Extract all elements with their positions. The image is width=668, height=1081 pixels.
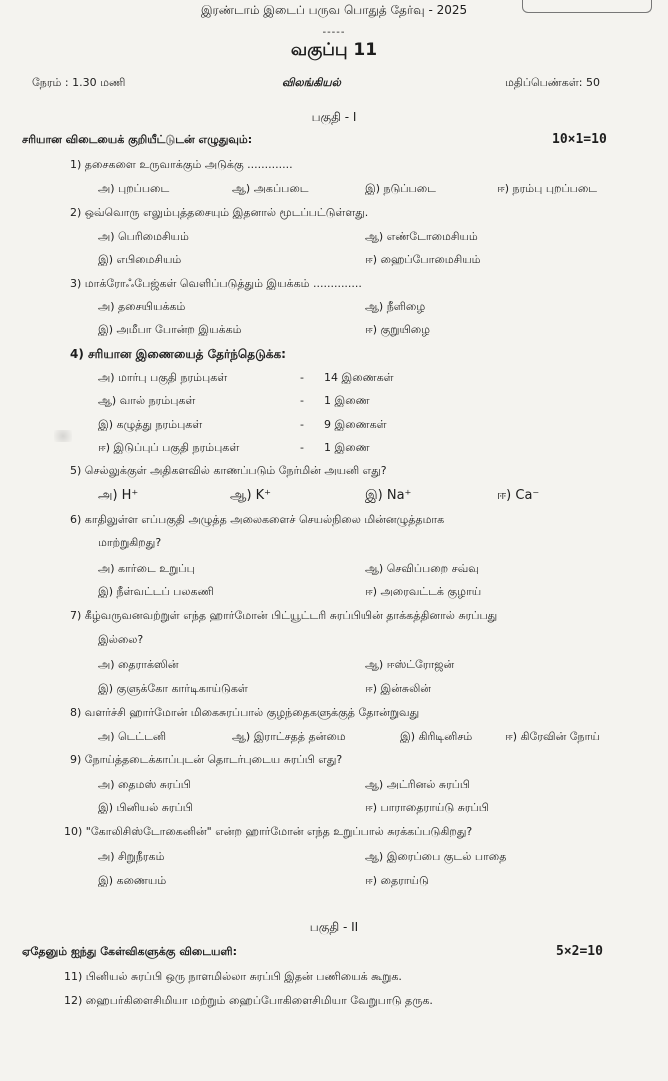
question-10 [64, 825, 472, 840]
option-a: அ) புறப்படை [98, 182, 170, 195]
part1-heading: பகுதி - I [311, 110, 357, 124]
option-a: அ) டெட்டனி [98, 730, 166, 743]
question-8 [70, 706, 419, 721]
option-c: இ) Na⁺ [365, 488, 412, 503]
option-b: ஆ) எண்டோமைசியம் [365, 230, 478, 243]
question-text: காதிலுள்ள எப்பகுதி அழுத்த அலைகளைச் செயல்நிலை மின்னழுத்தமாக [84, 513, 445, 526]
pair-dash: - [300, 418, 304, 431]
question-9 [70, 753, 342, 768]
option-a: அ) தைராக்ஸின் [98, 658, 179, 671]
question-text: தசைகளை உருவாக்கும் அடுக்கு ............. [84, 158, 293, 171]
option-b: ஆ) ஈஸ்ட்ரோஜன் [365, 658, 455, 671]
question-number: 8) [70, 706, 82, 719]
question-text: செல்லுக்குள் அதிகளவில் காணப்படும் நேர்மின் அயனி எது? [84, 464, 387, 477]
option-a: அ) சிறுநீரகம் [98, 850, 165, 863]
exam-time: நேரம் : 1.30 மணி [32, 76, 126, 89]
part2-heading: பகுதி - II [309, 920, 359, 934]
part2-marks: 5×2=10 [556, 944, 603, 959]
option-b: ஆ) இரைப்பை குடல் பாதை [365, 850, 507, 863]
option-c: இ) நடுப்படை [365, 182, 436, 195]
class-title: வகுப்பு 11 [290, 40, 378, 60]
question-number: 10) [64, 825, 83, 838]
option-b: ஆ) இராட்சதத் தன்மை [232, 730, 346, 743]
option-c: இ) எபிமைசியம் [98, 253, 182, 266]
option-d: ஈ) பாராதைராய்டு சுரப்பி [365, 801, 489, 814]
question-text: மாக்ரோஃபேஜ்கள் வெளிப்படுத்தும் இயக்கம் .............. [84, 277, 362, 290]
question-number: 9) [70, 753, 82, 766]
option-a: அ) பெரிமைசியம் [98, 230, 189, 243]
pair-right: 9 இணைகள் [324, 418, 387, 431]
option-b: ஆ) அகப்படை [232, 182, 309, 195]
option-a: அ) தைமஸ் சுரப்பி [98, 778, 191, 791]
question-4 [70, 347, 286, 363]
option-d: ஈ) நரம்பு புறப்படை [497, 182, 598, 195]
option-d: ஈ) Ca⁻ [497, 488, 540, 503]
pair-right: 1 இணை [324, 394, 370, 407]
question-text-continued: மாற்றுகிறது? [98, 536, 162, 549]
option-d: ஈ) கிரேவின் நோய் [505, 730, 600, 743]
pair-left: அ) மார்பு பகுதி நரம்புகள் [98, 371, 228, 384]
option-a: அ) H⁺ [98, 488, 139, 503]
question-11 [64, 970, 402, 985]
question-number: 12) [64, 994, 83, 1007]
part1-instruction: சரியான விடையைக் குறியீட்டுடன் எழுதுவும்: [22, 133, 253, 146]
question-6 [70, 513, 444, 528]
option-d: ஈ) தைராய்டு [365, 874, 429, 887]
option-d: ஈ) அரைவட்டக் குழாய் [365, 585, 482, 598]
pair-dash: - [300, 371, 304, 384]
question-number: 6) [70, 513, 82, 526]
question-text: கீழ்வருவனவற்றுள் எந்த ஹார்மோன் பிட்யூட்டரி சுரப்பியின் தாக்கத்தினால் சுரப்பது [84, 609, 498, 622]
question-text: சரியான இணையைத் தேர்ந்தெடுக்க: [88, 347, 286, 361]
exam-title: இரண்டாம் இடைப் பருவ பொதுத் தேர்வு - 2025 [200, 3, 468, 17]
question-3 [70, 277, 362, 292]
question-1 [70, 158, 293, 173]
option-a: அ) தசையியக்கம் [98, 300, 186, 313]
question-text-continued: இல்லை? [98, 633, 144, 646]
subject-name: விலங்கியல் [282, 76, 341, 89]
question-text: "கோலிசிஸ்டோகைனின்" என்ற ஹார்மோன் எந்த உறுப்பால் சுரக்கப்படுகிறது? [85, 825, 473, 838]
question-text: ஹைபர்கிளைசிமியா மற்றும் ஹைப்போகிளைசிமியா வேறுபாடு தருக. [85, 994, 433, 1007]
scan-smudge [54, 430, 72, 442]
question-number: 4) [70, 347, 84, 361]
part1-marks: 10×1=10 [552, 132, 607, 147]
question-text: வளர்ச்சி ஹார்மோன் மிகைசுரப்பால் குழந்தைகளுக்குத் தோன்றுவது [84, 706, 420, 719]
option-d: ஈ) ஹைப்போமைசியம் [365, 253, 481, 266]
question-text: ஒவ்வொரு எலும்புத்தசையும் இதனால் மூடப்பட்டுள்ளது. [84, 206, 369, 219]
option-d: ஈ) குறுயிழை [365, 323, 431, 336]
pair-left: ஈ) இடுப்புப் பகுதி நரம்புகள் [98, 441, 240, 454]
option-c: இ) அமீபா போன்ற இயக்கம் [98, 323, 242, 336]
option-b: ஆ) K⁺ [230, 488, 272, 503]
question-text: நோய்த்தடைக்காப்புடன் தொடர்புடைய சுரப்பி எது? [84, 753, 343, 766]
option-c: இ) கிரிடினிசம் [400, 730, 473, 743]
pair-dash: - [300, 394, 304, 407]
question-number: 7) [70, 609, 82, 622]
question-number: 5) [70, 464, 82, 477]
title-dashes: ----- [322, 27, 346, 38]
question-5 [70, 464, 387, 479]
option-b: ஆ) செவிப்பறை சவ்வு [365, 562, 479, 575]
question-number: 2) [70, 206, 82, 219]
pair-dash: - [300, 441, 304, 454]
option-c: இ) நீள்வட்டப் பலகணி [98, 585, 214, 598]
option-c: இ) குளுக்கோ கார்டிகாய்டுகள் [98, 682, 248, 695]
question-7 [70, 609, 497, 624]
pair-right: 1 இணை [324, 441, 370, 454]
question-number: 11) [64, 970, 83, 983]
total-marks: மதிப்பெண்கள்: 50 [505, 76, 600, 89]
option-d: ஈ) இன்சுலின் [365, 682, 431, 695]
question-number: 1) [70, 158, 82, 171]
option-c: இ) பினியல் சுரப்பி [98, 801, 193, 814]
question-2 [70, 206, 368, 221]
pair-left: இ) கழுத்து நரம்புகள் [98, 418, 203, 431]
question-text: பினியல் சுரப்பி ஒரு நாளமில்லா சுரப்பி இதன் பணியைக் கூறுக. [85, 970, 402, 983]
option-b: ஆ) அட்ரினல் சுரப்பி [365, 778, 470, 791]
pair-right: 14 இணைகள் [324, 371, 394, 384]
part2-instruction: ஏதேனும் ஐந்து கேள்விகளுக்கு விடையளி: [22, 945, 237, 958]
pair-left: ஆ) வால் நரம்புகள் [98, 394, 196, 407]
option-c: இ) கணையம் [98, 874, 167, 887]
option-a: அ) கார்டை உறுப்பு [98, 562, 195, 575]
register-number-boxes [522, 0, 652, 13]
question-12 [64, 994, 433, 1009]
option-b: ஆ) நீளிழை [365, 300, 426, 313]
question-number: 3) [70, 277, 82, 290]
